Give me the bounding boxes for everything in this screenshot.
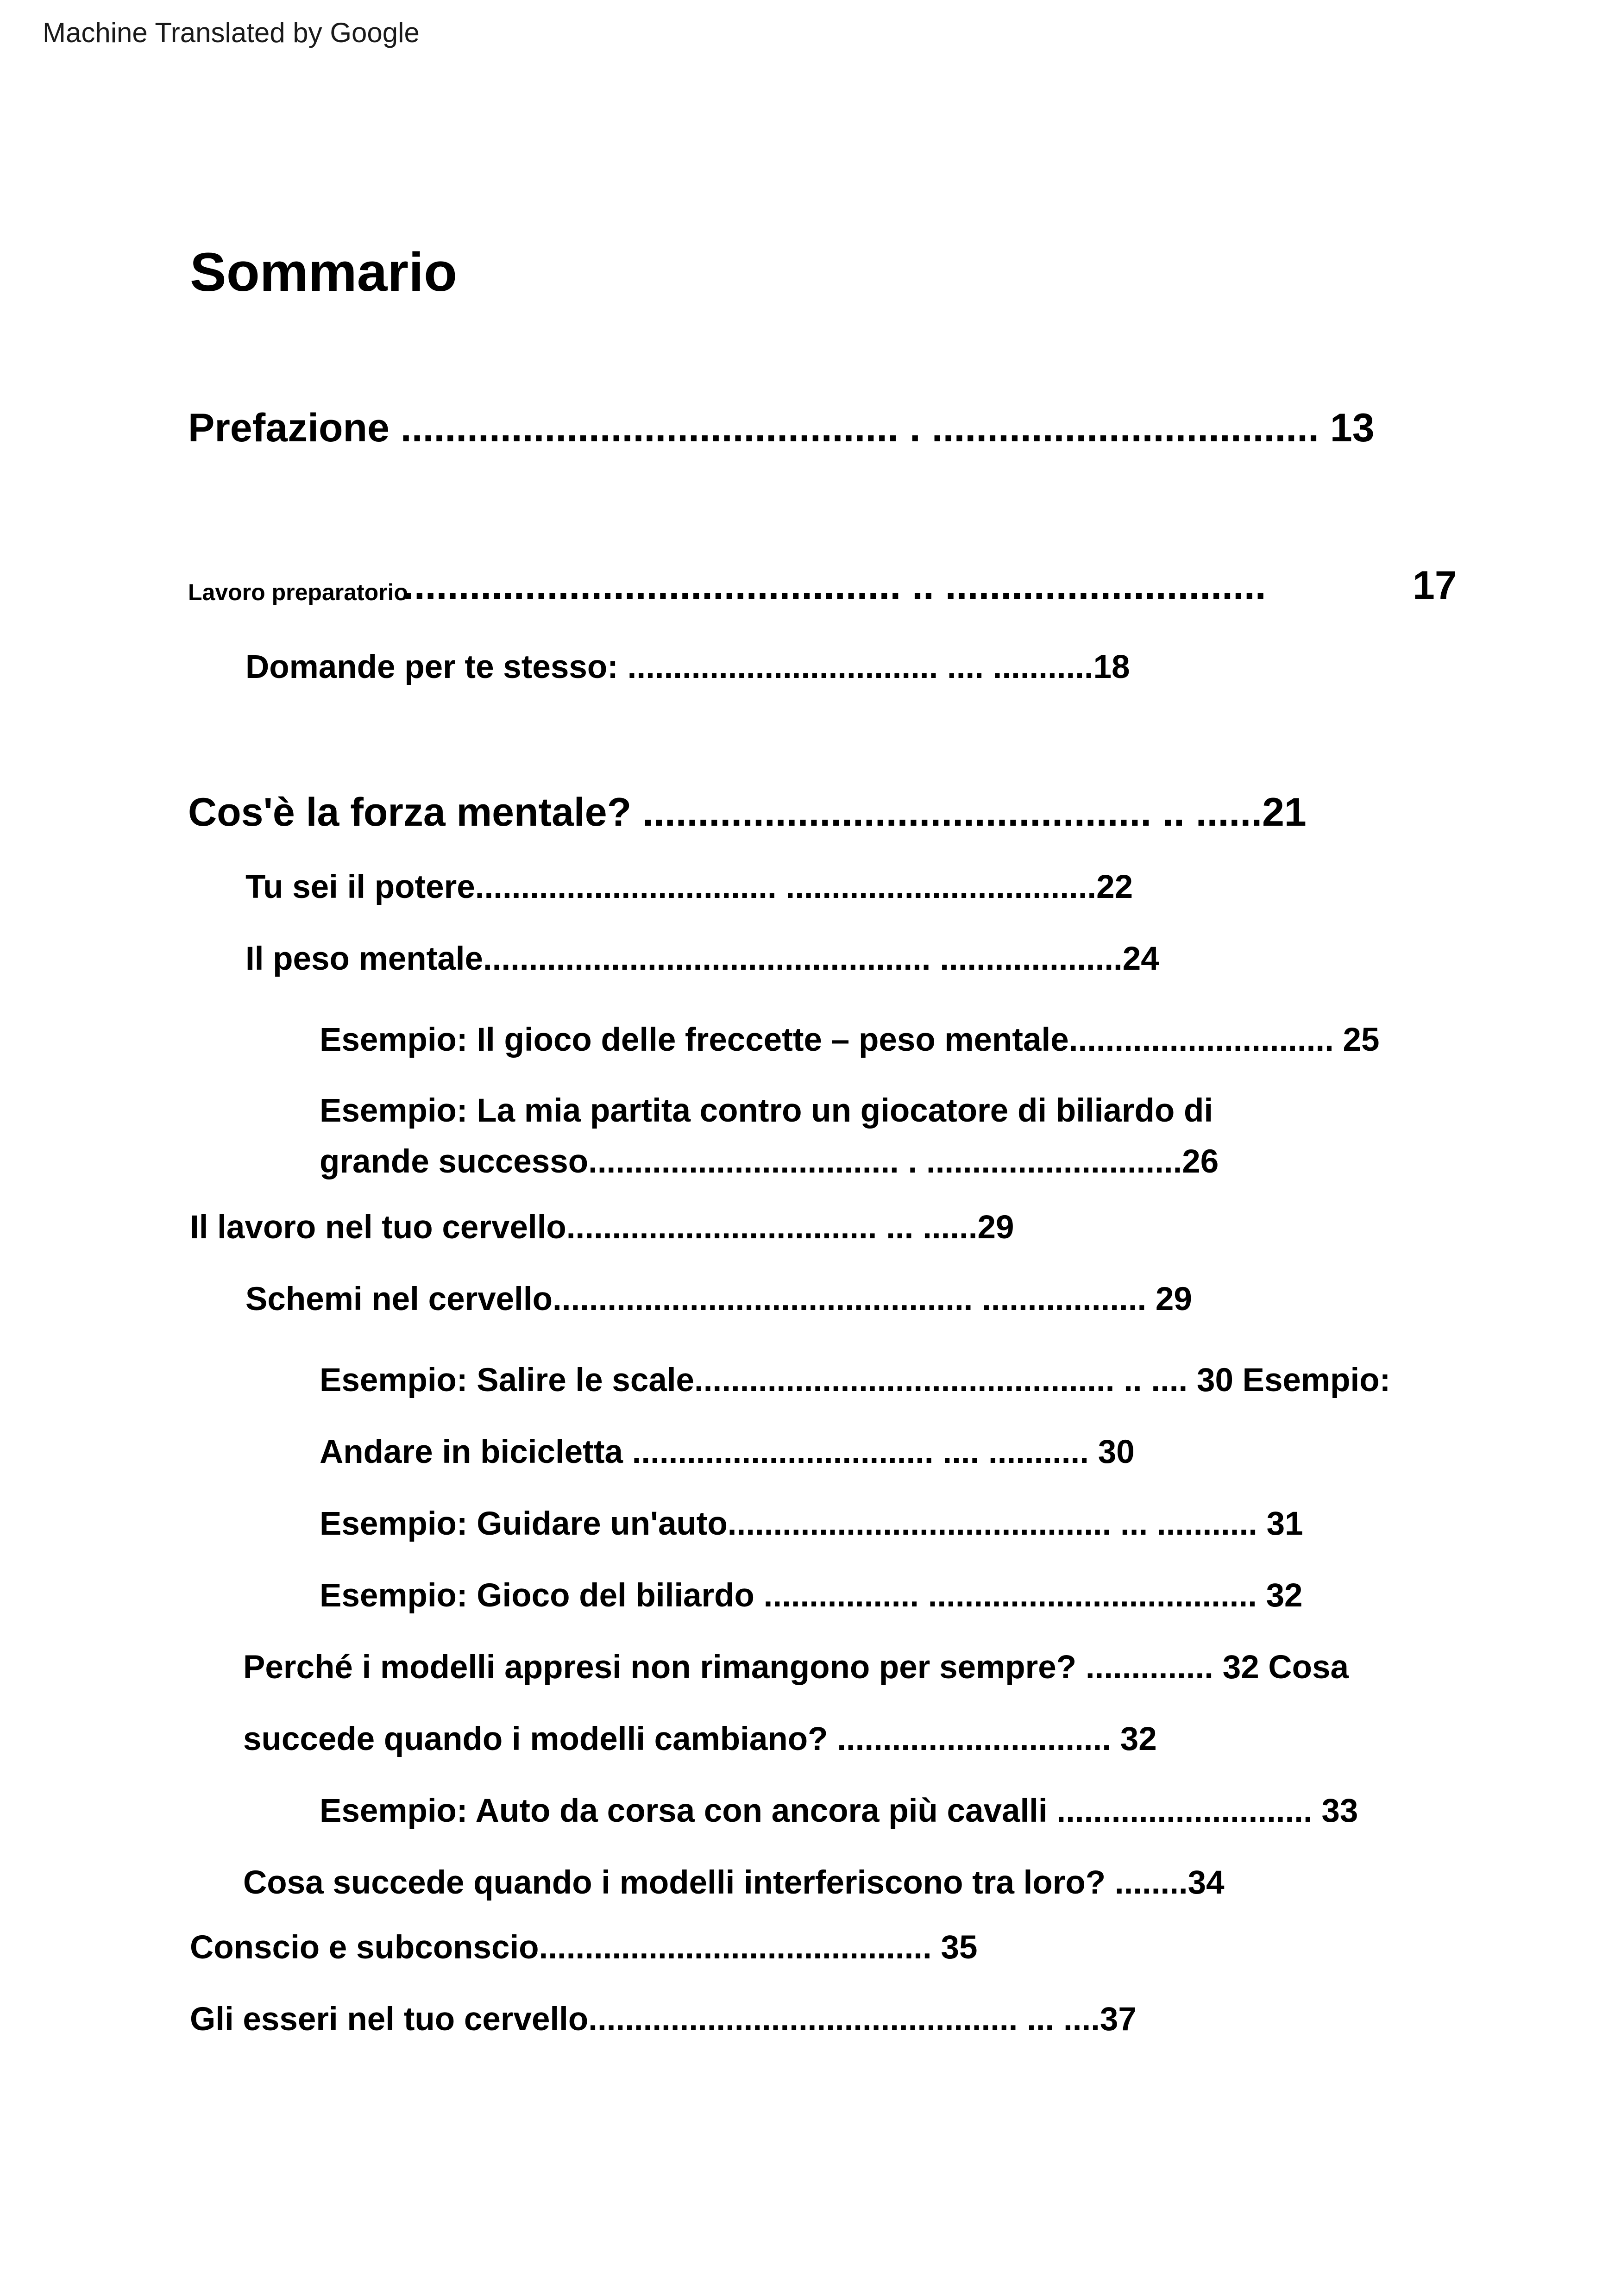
toc-entry-peso-mentale[interactable]: Il peso mentale................................................. ....................24 — [245, 941, 1159, 977]
toc-entry-forza-mentale[interactable]: Cos'è la forza mentale? .............................................. .. ......21 — [188, 790, 1307, 834]
toc-entry-lavoro-cervello[interactable]: Il lavoro nel tuo cervello.................................. ... ......29 — [190, 1209, 1014, 1246]
machine-translation-banner: Machine Translated by Google — [43, 17, 420, 48]
toc-entry-modelli-appresi[interactable]: Perché i modelli appresi non rimangono per sempre? .............. 32 Cosa — [243, 1649, 1349, 1686]
toc-entry-salire-scale[interactable]: Esempio: Salire le scale.............................................. .. .... 30 Esempio: — [320, 1362, 1391, 1399]
toc-entry-tu-sei-il-potere[interactable]: Tu sei il potere................................. ..................................22 — [245, 869, 1133, 905]
toc-entry-bicicletta[interactable]: Andare in bicicletta ................................. .... ........... 30 — [320, 1434, 1135, 1470]
toc-entry-label: Lavoro preparatorio — [188, 579, 408, 605]
toc-entry-modelli-interferiscono[interactable]: Cosa succede quando i modelli interferiscono tra loro? ........34 — [243, 1864, 1225, 1901]
page-title: Sommario — [190, 242, 458, 303]
toc-entry-schemi[interactable]: Schemi nel cervello.............................................. .................. 29 — [245, 1281, 1192, 1317]
toc-entry-freccette[interactable]: Esempio: Il gioco delle freccette – peso mentale............................. 25 — [320, 1022, 1380, 1058]
toc-entry-guidare-auto[interactable]: Esempio: Guidare un'auto.......................................... ... ........... 31 — [320, 1506, 1303, 1542]
toc-entry-line-1: Esempio: La mia partita contro un giocatore di biliardo di — [320, 1092, 1213, 1129]
toc-entry-prefazione[interactable]: Prefazione ............................................. . ................................... 13 — [188, 406, 1375, 450]
toc-entry-gioco-biliardo[interactable]: Esempio: Gioco del biliardo ................. .................................... 32 — [320, 1577, 1303, 1614]
toc-entry-conscio-subconscio[interactable]: Conscio e subconscio........................................... 35 — [190, 1929, 978, 1966]
toc-entry-leader-dots: ............................................. .. ............................. — [403, 563, 1266, 608]
toc-entry-auto-corsa[interactable]: Esempio: Auto da corsa con ancora più cavalli ............................ 33 — [320, 1793, 1358, 1829]
toc-entry-page-number: 17 — [1413, 563, 1457, 608]
toc-entry-esseri-cervello[interactable]: Gli esseri nel tuo cervello............................................... ... ....37 — [190, 2001, 1137, 2038]
toc-entry-modelli-cambiano[interactable]: succede quando i modelli cambiano? .............................. 32 — [243, 1721, 1157, 1757]
toc-entry-line-2: grande successo.................................. . ............................26 — [320, 1143, 1219, 1180]
toc-entry-domande[interactable]: Domande per te stesso: .................................. .... ...........18 — [245, 649, 1130, 685]
